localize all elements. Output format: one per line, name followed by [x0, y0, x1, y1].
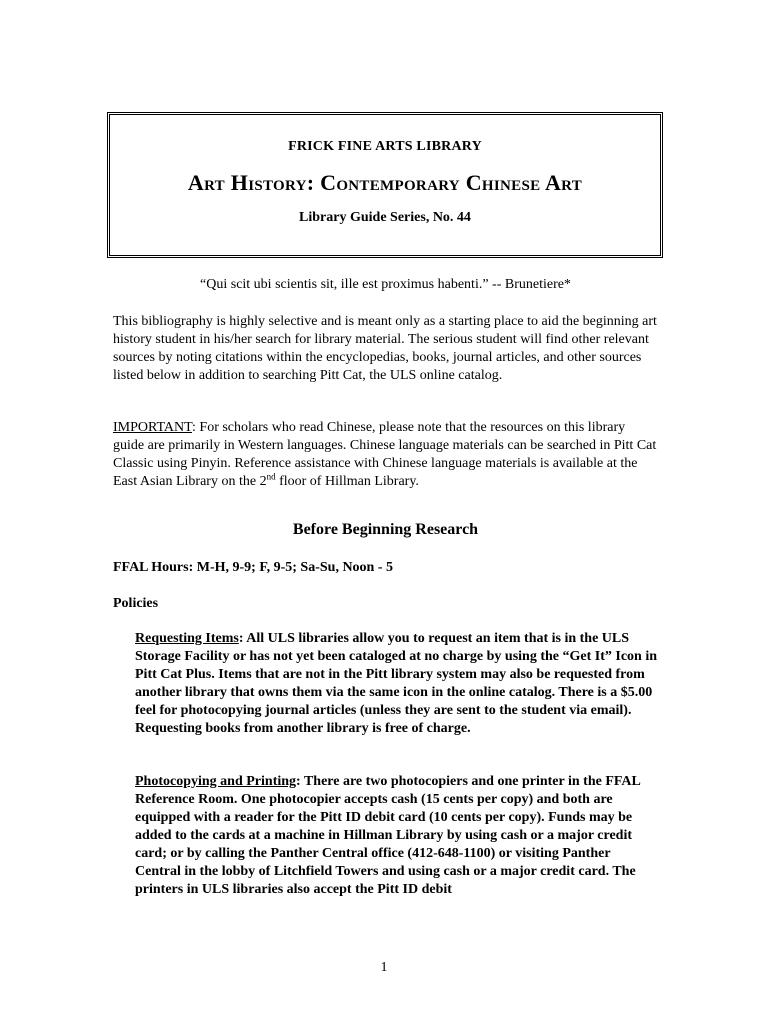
important-paragraph — [113, 419, 658, 491]
title-box — [107, 112, 663, 258]
ordinal-suffix: nd — [266, 471, 276, 482]
intro-paragraph: This bibliography is highly selective and is meant only as a starting place to aid the beginning art history student in his/her search for library material. The serious student will find other relevant sources by noting citations within the encyclopedias, books, journal articles, and other sources listed below in addition to searching Pitt Cat, the ULS online catalog. — [113, 314, 657, 383]
library-name: FRICK FINE ARTS LIBRARY — [288, 139, 482, 154]
policies-heading: Policies — [113, 596, 159, 611]
important-text: : For scholars who read Chinese, please note that the resources on this library guide are primarily in Western languages. Chinese language materials can be searched in Pitt Cat Classic using Pinyin. Reference assistance with Chinese language materials is available at the East Asian Library on the 2 — [113, 420, 657, 489]
page-number: 1 — [380, 960, 388, 975]
page-title: Art History: Contemporary Chinese Art — [187, 170, 583, 195]
requesting-items-policy — [135, 630, 659, 738]
photocopying-text: : There are two photocopiers and one printer in the FFAL Reference Room. One photocopier accepts cash (15 cents per copy) and both are equipped with a reader for the Pitt ID debit card (10 cents per copy). Funds may be added to the cards at a machine in Hillman Library by using cash or a major credit card; or by calling the Panther Central office (412-648-1100) or visiting Panther Central in the lobby of Litchfield Towers and using cash or a major credit card. The printers in ULS libraries also accept the Pitt ID debit — [135, 774, 641, 897]
section-heading: Before Beginning Research — [292, 521, 479, 538]
photocopying-policy — [135, 773, 659, 899]
library-hours: FFAL Hours: M-H, 9-9; F, 9-5; Sa-Su, Noon - 5 — [113, 560, 393, 575]
requesting-items-label: Requesting Items — [135, 631, 239, 646]
important-label: IMPORTANT — [113, 420, 193, 435]
important-text-end: floor of Hillman Library. — [275, 474, 419, 489]
epigraph-quote: “Qui scit ubi scientis sit, ille est proximus habenti.” -- Brunetiere* — [200, 277, 571, 292]
photocopying-label: Photocopying and Printing — [135, 774, 297, 789]
requesting-items-text: : All ULS libraries allow you to request an item that is in the ULS Storage Facility or has not yet been cataloged at no charge by using the “Get It” Icon in Pitt Cat Plus. Items that are not in the Pitt library system may also be requested from another library that owns them via the same icon in the online catalog. There is a $5.00 feel for photocopying journal articles (unless they are sent to the student via email). Requesting books from another library is free of charge. — [135, 631, 657, 736]
series-label: Library Guide Series, No. 44 — [299, 210, 471, 225]
